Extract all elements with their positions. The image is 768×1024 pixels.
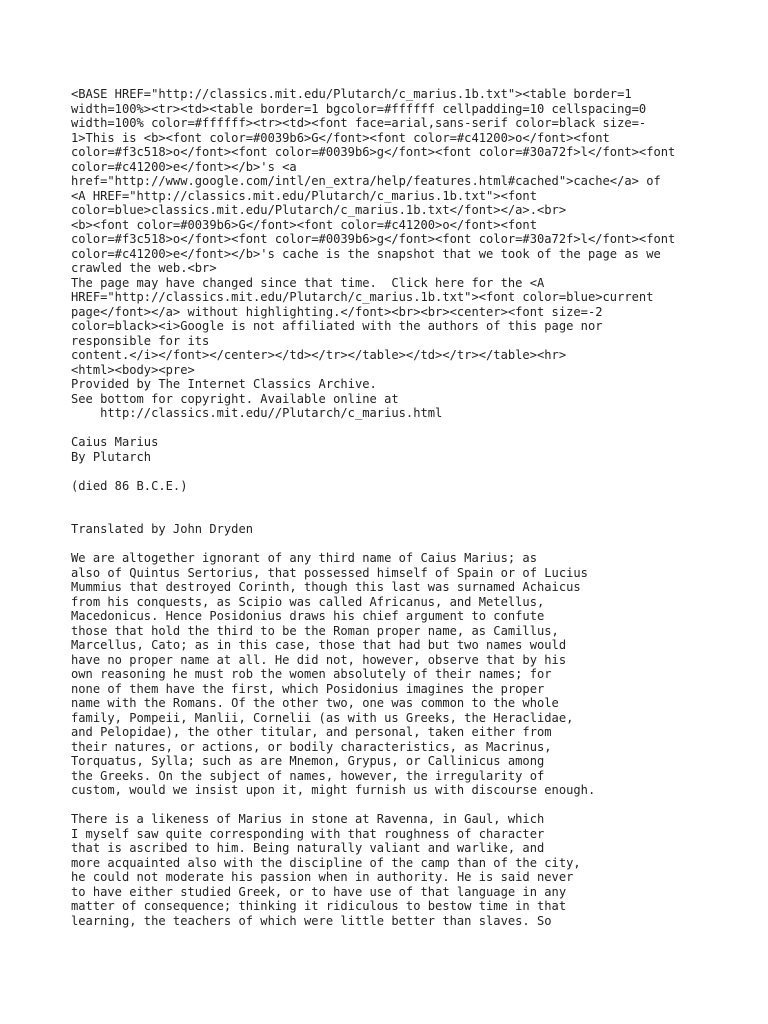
- text-line: There is a likeness of Marius in stone at Ravenna, in Gaul, which: [71, 812, 545, 826]
- text-line: [71, 421, 761, 436]
- text-line: none of them have the first, which Posidonius imagines the proper: [71, 681, 545, 696]
- document-text: [71, 87, 761, 928]
- text-line: to have either studied Greek, or to have use of that language in any: [71, 884, 567, 899]
- text-line: (died 86 B.C.E.): [71, 478, 188, 493]
- text-line: [71, 464, 761, 479]
- text-line: color=#f3c518>o</font><font color=#0039b6>g</font><font color=#30a72f>l</font><font: [71, 232, 676, 246]
- text-line: own reasoning he must rob the women absolutely of their names; for: [71, 667, 552, 681]
- text-line: See bottom for copyright. Available online at: [71, 391, 399, 406]
- text-line: Provided by The Internet Classics Archive.: [71, 377, 377, 391]
- text-line: name with the Romans. Of the other two, one was common to the whole: [71, 696, 559, 710]
- text-line: <html><body><pre>: [71, 362, 195, 377]
- text-line: color=#f3c518>o</font><font color=#0039b6>g</font><font color=#30a72f>l</font><font: [71, 145, 676, 159]
- text-line: [71, 798, 761, 813]
- text-line: that is ascribed to him. Being naturally valiant and warlike, and: [71, 841, 545, 855]
- text-line: Torquatus, Sylla; such as are Mnemon, Grypus, or Callinicus among: [71, 754, 545, 768]
- text-line: <A HREF="http://classics.mit.edu/Plutarch/c_marius.1b.txt"><font: [71, 188, 537, 203]
- text-line: width=100%><tr><td><table border=1 bgcolor=#ffffff cellpadding=10 cellspacing=0: [71, 101, 647, 116]
- text-line: color=#c41200>e</font></b>'s cache is the snapshot that we took of the page as we: [71, 246, 661, 261]
- text-line: crawled the web.<br>: [71, 261, 217, 275]
- text-line: The page may have changed since that time. Click here for the <A: [71, 275, 545, 290]
- text-line: content.</i></font></center></td></tr></table></td></tr></table><hr>: [71, 348, 567, 362]
- text-line: [71, 493, 761, 508]
- text-line: [71, 508, 761, 523]
- text-line: Caius Marius: [71, 435, 159, 449]
- text-line: HREF="http://classics.mit.edu/Plutarch/c_marius.1b.txt"><font color=blue>current: [71, 290, 654, 304]
- text-line: he could not moderate his passion when in authority. He is said never: [71, 870, 574, 884]
- text-line: [71, 537, 761, 552]
- text-line: family, Pompeii, Manlii, Cornelii (as with us Greeks, the Heraclidae,: [71, 710, 574, 725]
- text-line: <BASE HREF="http://classics.mit.edu/Plutarch/c_marius.1b.txt"><table border=1: [71, 87, 632, 101]
- text-line: matter of consequence; thinking it ridiculous to bestow time in that: [71, 899, 567, 913]
- text-line: the Greeks. On the subject of names, however, the irregularity of: [71, 768, 545, 783]
- text-line: color=blue>classics.mit.edu/Plutarch/c_marius.1b.txt</font></a>.<br>: [71, 203, 567, 217]
- text-line: Translated by John Dryden: [71, 522, 254, 536]
- text-line: page</font></a> without highlighting.</font><br><br><center><font size=-2: [71, 304, 603, 319]
- text-line: We are altogether ignorant of any third name of Caius Marius; as: [71, 551, 537, 565]
- text-line: those that hold the third to be the Roman proper name, as Camillus,: [71, 623, 559, 638]
- text-line: color=black><i>Google is not affiliated with the authors of this page nor: [71, 319, 603, 333]
- text-line: and Pelopidae), the other titular, and personal, taken either from: [71, 725, 552, 739]
- text-line: Macedonicus. Hence Posidonius draws his chief argument to confute: [71, 609, 545, 623]
- text-line: custom, would we insist upon it, might furnish us with discourse enough.: [71, 783, 596, 797]
- text-line: from his conquests, as Scipio was called Africanus, and Metellus,: [71, 594, 545, 609]
- text-line: more acquainted also with the discipline of the camp than of the city,: [71, 855, 581, 870]
- text-line: href="http://www.google.com/intl/en_extra/help/features.html#cached">cache</a> of: [71, 174, 661, 188]
- text-line: Marcellus, Cato; as in this case, those that had but two names would: [71, 638, 567, 652]
- text-line: I myself saw quite corresponding with that roughness of character: [71, 826, 545, 841]
- text-line: color=#c41200>e</font></b>'s <a: [71, 159, 297, 174]
- text-line: their natures, or actions, or bodily characteristics, as Macrinus,: [71, 739, 552, 754]
- text-line: http://classics.mit.edu//Plutarch/c_marius.html: [71, 406, 443, 420]
- text-line: width=100% color=#ffffff><tr><td><font face=arial,sans-serif color=black size=-: [71, 116, 647, 130]
- text-line: responsible for its: [71, 333, 210, 348]
- text-line: 1>This is <b><font color=#0039b6>G</font><font color=#c41200>o</font><font: [71, 130, 610, 145]
- text-line: have no proper name at all. He did not, however, observe that by his: [71, 652, 567, 667]
- text-line: By Plutarch: [71, 449, 152, 464]
- text-line: learning, the teachers of which were little better than slaves. So: [71, 913, 552, 928]
- text-line: Mummius that destroyed Corinth, though this last was surnamed Achaicus: [71, 580, 581, 594]
- text-line: also of Quintus Sertorius, that possessed himself of Spain or of Lucius: [71, 565, 588, 580]
- text-line: <b><font color=#0039b6>G</font><font color=#c41200>o</font><font: [71, 217, 537, 232]
